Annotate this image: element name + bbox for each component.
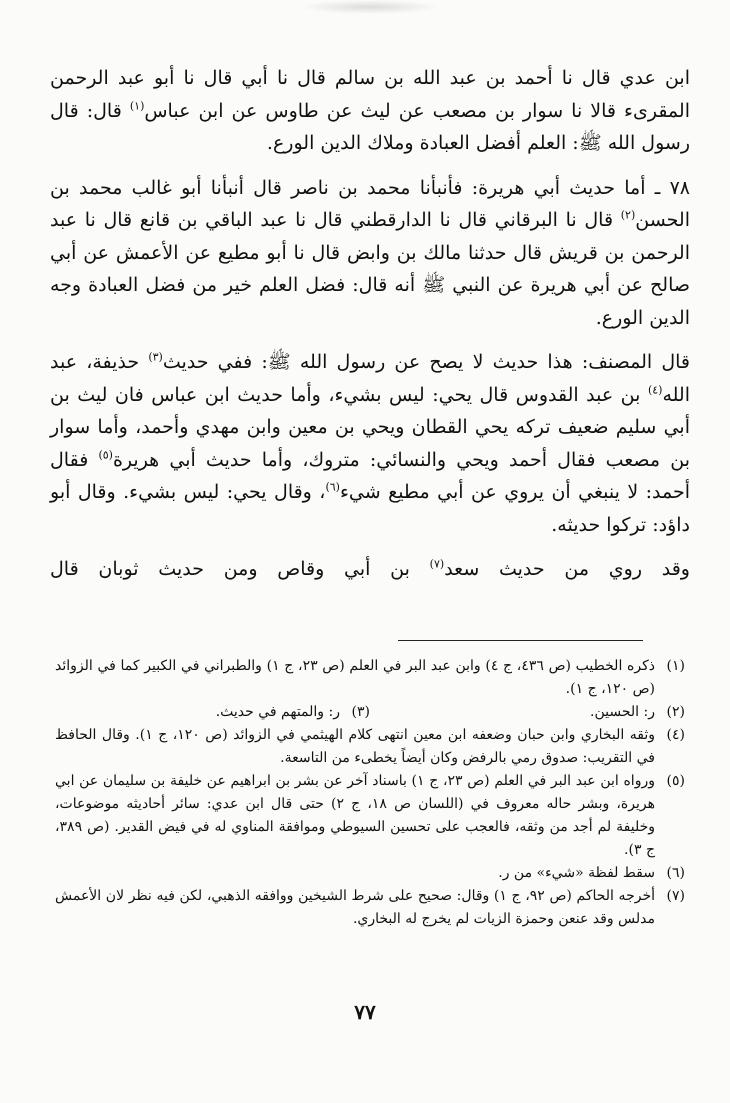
footnote-ref-5[interactable]: (٥) — [98, 448, 113, 462]
footnote-7 — [55, 885, 685, 931]
footnote-text: ر: والمتهم في حديث. — [215, 704, 340, 720]
footnote-ref-1[interactable]: (١) — [129, 99, 145, 113]
paragraph-4 — [50, 553, 690, 586]
page-number: ٧٧ — [354, 1000, 376, 1024]
footnote-number: (٤) — [666, 727, 685, 743]
footnote-5 — [55, 770, 685, 862]
paragraph-3-end: ، وقال يحي: ليس بشيء. وقال أبو داؤد: تركوا حديثه. — [50, 481, 690, 536]
footnote-ref-4[interactable]: (٤) — [647, 383, 663, 397]
paragraph-1-text: ابن عدي قال نا أحمد بن عبد الله بن سالم قال نا أبي قال نا أبو عبد الرحمن المقرىء قالا نا سوار بن مصعب عن ليث عن طاوس عن ابن عباس — [50, 67, 690, 122]
paragraph-2-end: قال نا البرقاني قال نا الدارقطني قال نا عبد الباقي بن قانع قال نا عبد الرحمن بن قريش قال حدثنا مالك بن وابض قال نا أبو مطيع عن الأعمش عن أبي صالح عن أبي هريرة عن النبي ﷺ أنه قال: فضل العلم خير من فضل العبادة وجه الدين الورع. — [50, 209, 690, 329]
footnote-ref-6[interactable]: (٦) — [325, 480, 340, 494]
paragraph-2 — [50, 172, 690, 335]
paragraph-3-text: قال المصنف: هذا حديث لا يصح عن رسول الله ﷺ: ففي حديث — [162, 351, 690, 373]
footnote-text: ورواه ابن عبد البر في العلم (ص ٢٣، ج ١) باسناد آخر عن بشر بن ابراهيم عن خليفة بن سليمان عن ابي هريرة، وبشر حاله معروف في (اللسان ص ١٨، ج ٢) حتى قال ابن عدي: سائر أحاديثه موضوعات، وخليفة لم أجد من وثقه، فالعجب على تحسين السيوطي وموافقة المناوي له في فيض القدير. (ص ٣٨٩، ج ٣). — [55, 773, 655, 858]
footnote-text: وثقه البخاري وابن حبان وضعفه ابن معين انتهى كلام الهيثمي في الزوائد (ص ١٢٠، ج ١). وقال الحافظ في التقريب: صدوق رمي بالرفض وكان أيضاً يخطىء من التاسعة. — [55, 727, 655, 766]
paragraph-3-mid-1: حذيفة، عبد الله — [50, 351, 690, 406]
footnote-3 — [55, 701, 370, 724]
paragraph-3-mid-3: فقال أحمد: لا ينبغي أن يروي عن أبي مطيع شيء — [50, 448, 690, 503]
footnote-4 — [55, 724, 685, 770]
footnote-ref-3[interactable]: (٣) — [148, 350, 163, 364]
footnote-ref-2[interactable]: (٢) — [620, 208, 636, 222]
paragraph-3-mid-2: بن عبد القدوس قال يحي: ليس بشيء، وأما حديث ابن عباس فان ليث بن أبي سليم ضعيف تركه يحي القطان ويحي بن معين وابن مهدي وأحمد، وأما سوار بن مصعب فقال أحمد ويحي والنسائي: متروك، وأما حديث أبي هريرة — [50, 383, 690, 471]
footnote-text: ذكره الخطيب (ص ٤٣٦، ج ٤) وابن عبد البر في العلم (ص ٢٣، ج ١) والطبراني في الكبير كما في الزوائد (ص ١٢٠، ج ١). — [55, 658, 655, 697]
footnote-row-2-3 — [55, 701, 685, 724]
footnote-2 — [370, 701, 685, 724]
footnote-text: سقط لفظة «شيء» من ر. — [498, 865, 655, 881]
paragraph-1 — [50, 62, 690, 160]
footnote-number: (٥) — [666, 773, 685, 789]
main-text — [50, 62, 690, 586]
paragraph-4-text: وقد روي من حديث سعد — [444, 558, 690, 580]
footnote-1 — [55, 655, 685, 701]
footnote-number: (٧) — [666, 888, 685, 904]
paragraph-1-end: قال: قال رسول الله ﷺ: العلم أفضل العبادة وملاك الدين الورع. — [50, 99, 690, 154]
footnote-text: ر: الحسين. — [590, 704, 655, 720]
footnotes — [55, 655, 685, 931]
scan-smudge — [300, 0, 440, 14]
footnote-divider — [398, 640, 643, 641]
footnote-number: (٣) — [351, 704, 370, 720]
footnote-text: أخرجه الحاكم (ص ٩٢، ج ١) وقال: صحيح على شرط الشيخين ووافقه الذهبي، لكن فيه نظر لان الأعمش مدلس وقد عنعن وحمزة الزيات لم يخرج له البخاري. — [55, 888, 655, 927]
paragraph-4-end: بن أبي وقاص ومن حديث ثوبان قال — [50, 558, 430, 580]
footnote-6 — [55, 862, 685, 885]
footnote-ref-7[interactable]: (٧) — [429, 557, 445, 571]
paragraph-3 — [50, 346, 690, 541]
footnote-number: (١) — [666, 658, 685, 674]
paragraph-2-text: ٧٨ ـ أما حديث أبي هريرة: فأنبأنا محمد بن ناصر قال أنبأنا أبو غالب محمد بن الحسن — [50, 176, 690, 231]
footnote-number: (٢) — [666, 704, 685, 720]
footnote-number: (٦) — [666, 865, 685, 881]
